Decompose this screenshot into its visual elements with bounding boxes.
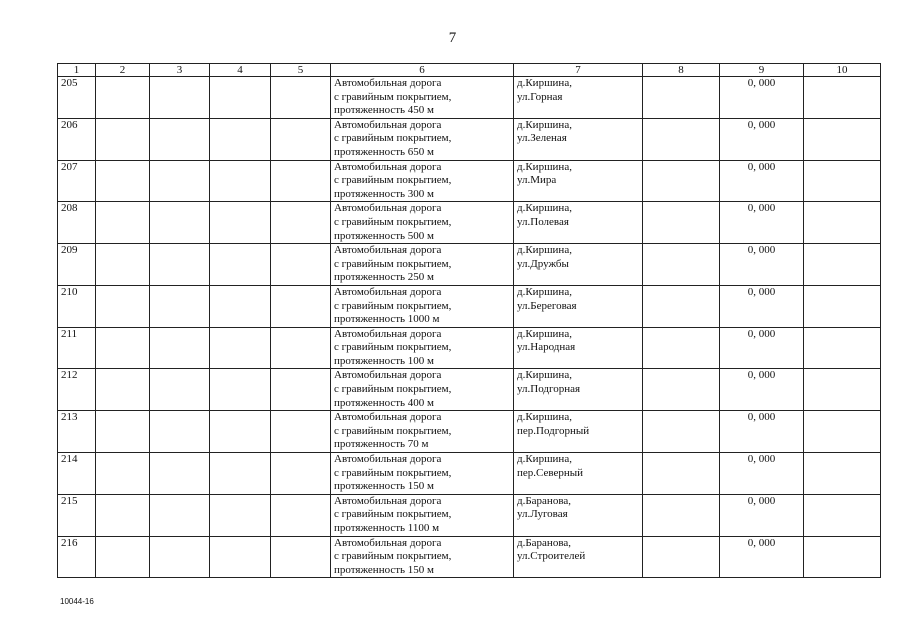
row-number-cell: 212 (58, 369, 96, 411)
description-line: Автомобильная дорога (334, 118, 442, 131)
value-cell: 0, 000 (720, 327, 804, 369)
location-cell (514, 411, 643, 453)
empty-cell (804, 244, 881, 286)
empty-cell (643, 244, 720, 286)
empty-cell (271, 285, 331, 327)
column-header: 3 (150, 64, 210, 77)
description-cell (331, 118, 514, 160)
description-line: протяженность 150 м (334, 563, 435, 576)
column-header: 8 (643, 64, 720, 77)
location-cell (514, 453, 643, 495)
empty-cell (210, 369, 271, 411)
empty-cell (804, 369, 881, 411)
location-line: д.Киршина, (517, 327, 572, 340)
location-line: д.Баранова, (517, 536, 571, 549)
empty-cell (210, 494, 271, 536)
column-header: 10 (804, 64, 881, 77)
empty-cell (271, 244, 331, 286)
location-line: д.Киршина, (517, 202, 572, 215)
empty-cell (271, 453, 331, 495)
empty-cell (643, 160, 720, 202)
empty-cell (271, 369, 331, 411)
description-line: с гравийным покрытием, (334, 90, 452, 103)
empty-cell (150, 411, 210, 453)
row-number-cell: 207 (58, 160, 96, 202)
value-cell: 0, 000 (720, 369, 804, 411)
empty-cell (804, 77, 881, 119)
empty-cell (210, 285, 271, 327)
empty-cell (96, 494, 150, 536)
table-row (58, 77, 881, 119)
value-cell: 0, 000 (720, 244, 804, 286)
location-line: ул.Горная (517, 90, 563, 103)
empty-cell (271, 202, 331, 244)
description-line: протяженность 1100 м (334, 522, 440, 534)
empty-cell (804, 285, 881, 327)
empty-cell (804, 411, 881, 453)
description-line: протяженность 70 м (334, 438, 429, 451)
empty-cell (643, 411, 720, 453)
empty-cell (271, 327, 331, 369)
description-line: с гравийным покрытием, (334, 257, 452, 270)
empty-cell (96, 453, 150, 495)
description-cell (331, 327, 514, 369)
table-body (58, 77, 881, 578)
row-number-cell: 215 (58, 494, 96, 536)
row-number-cell: 210 (58, 285, 96, 327)
location-line: ул.Луговая (517, 508, 568, 521)
description-cell (331, 536, 514, 578)
empty-cell (643, 327, 720, 369)
table-row (58, 369, 881, 411)
empty-cell (96, 77, 150, 119)
location-line: д.Киршина, (517, 453, 572, 466)
description-line: протяженность 650 м (334, 145, 435, 158)
empty-cell (271, 411, 331, 453)
description-line: Автомобильная дорога (334, 327, 442, 340)
location-line: ул.Строителей (517, 550, 586, 563)
location-cell (514, 285, 643, 327)
description-cell (331, 77, 514, 119)
empty-cell (271, 494, 331, 536)
row-number-cell: 216 (58, 536, 96, 578)
value-cell: 0, 000 (720, 285, 804, 327)
table-row (58, 202, 881, 244)
empty-cell (150, 77, 210, 119)
description-line: протяженность 150 м (334, 480, 435, 493)
empty-cell (150, 285, 210, 327)
row-number-cell: 213 (58, 411, 96, 453)
description-line: Автомобильная дорога (334, 244, 442, 257)
location-cell (514, 160, 643, 202)
table-row (58, 536, 881, 578)
location-line: ул.Мира (517, 174, 557, 187)
empty-cell (150, 202, 210, 244)
location-line: д.Баранова, (517, 494, 571, 507)
empty-cell (271, 118, 331, 160)
empty-cell (804, 118, 881, 160)
location-cell (514, 244, 643, 286)
description-line: Автомобильная дорога (334, 160, 442, 173)
empty-cell (643, 285, 720, 327)
document-code: 10044-16 (60, 597, 94, 606)
description-line: протяженность 450 м (334, 104, 435, 117)
location-cell (514, 202, 643, 244)
empty-cell (210, 118, 271, 160)
description-line: с гравийным покрытием, (334, 132, 452, 145)
empty-cell (804, 494, 881, 536)
location-line: ул.Береговая (517, 299, 577, 312)
empty-cell (804, 453, 881, 495)
description-cell (331, 453, 514, 495)
empty-cell (643, 536, 720, 578)
table-row (58, 411, 881, 453)
empty-cell (804, 327, 881, 369)
description-cell (331, 202, 514, 244)
table-row (58, 494, 881, 536)
value-cell: 0, 000 (720, 453, 804, 495)
table-row (58, 453, 881, 495)
empty-cell (150, 244, 210, 286)
empty-cell (271, 160, 331, 202)
location-line: д.Киршина, (517, 369, 572, 382)
empty-cell (804, 160, 881, 202)
empty-cell (150, 494, 210, 536)
empty-cell (96, 285, 150, 327)
empty-cell (96, 411, 150, 453)
description-cell (331, 494, 514, 536)
location-line: ул.Зеленая (517, 132, 567, 145)
location-cell (514, 494, 643, 536)
empty-cell (150, 118, 210, 160)
empty-cell (96, 244, 150, 286)
table-row (58, 285, 881, 327)
empty-cell (643, 369, 720, 411)
column-header: 1 (58, 64, 96, 77)
location-cell (514, 536, 643, 578)
column-header: 5 (271, 64, 331, 77)
description-cell (331, 369, 514, 411)
row-number-cell: 211 (58, 327, 96, 369)
empty-cell (210, 160, 271, 202)
empty-cell (804, 536, 881, 578)
description-line: с гравийным покрытием, (334, 466, 452, 479)
empty-cell (643, 453, 720, 495)
description-line: Автомобильная дорога (334, 77, 442, 89)
empty-cell (210, 77, 271, 119)
empty-cell (210, 453, 271, 495)
location-line: ул.Народная (517, 341, 576, 354)
empty-cell (643, 494, 720, 536)
column-header: 9 (720, 64, 804, 77)
description-cell (331, 244, 514, 286)
empty-cell (210, 536, 271, 578)
empty-cell (150, 453, 210, 495)
empty-cell (210, 202, 271, 244)
row-number-cell: 205 (58, 77, 96, 119)
column-header: 4 (210, 64, 271, 77)
location-cell (514, 118, 643, 160)
table-row (58, 118, 881, 160)
empty-cell (643, 202, 720, 244)
location-line: д.Киршина, (517, 285, 572, 298)
empty-cell (96, 369, 150, 411)
empty-cell (96, 202, 150, 244)
description-line: с гравийным покрытием, (334, 508, 452, 521)
description-line: с гравийным покрытием, (334, 215, 452, 228)
value-cell: 0, 000 (720, 536, 804, 578)
empty-cell (271, 536, 331, 578)
empty-cell (643, 77, 720, 119)
location-line: ул.Полевая (517, 215, 569, 228)
location-line: д.Киршина, (517, 411, 572, 424)
description-line: с гравийным покрытием, (334, 383, 452, 396)
empty-cell (150, 327, 210, 369)
value-cell: 0, 000 (720, 118, 804, 160)
location-line: пер.Подгорный (517, 424, 590, 437)
location-cell (514, 77, 643, 119)
description-line: Автомобильная дорога (334, 202, 442, 215)
description-line: протяженность 250 м (334, 271, 435, 284)
location-line: ул.Подгорная (517, 383, 581, 396)
description-line: с гравийным покрытием, (334, 174, 452, 187)
row-number-cell: 208 (58, 202, 96, 244)
registry-table (57, 63, 881, 578)
empty-cell (271, 77, 331, 119)
value-cell: 0, 000 (720, 77, 804, 119)
location-line: д.Киршина, (517, 77, 572, 89)
description-line: Автомобильная дорога (334, 285, 442, 298)
empty-cell (150, 369, 210, 411)
empty-cell (96, 327, 150, 369)
description-line: протяженность 100 м (334, 354, 435, 367)
location-line: ул.Дружбы (517, 257, 569, 270)
row-number-cell: 214 (58, 453, 96, 495)
empty-cell (643, 118, 720, 160)
description-cell (331, 411, 514, 453)
description-line: протяженность 300 м (334, 187, 435, 200)
description-line: с гравийным покрытием, (334, 550, 452, 563)
empty-cell (210, 411, 271, 453)
location-line: д.Киршина, (517, 244, 572, 257)
page-number: 7 (448, 30, 457, 46)
row-number-cell: 209 (58, 244, 96, 286)
table-row (58, 327, 881, 369)
location-line: д.Киршина, (517, 118, 572, 131)
location-line: д.Киршина, (517, 160, 572, 173)
description-line: протяженность 1000 м (334, 313, 440, 326)
column-header: 6 (331, 64, 514, 77)
empty-cell (150, 536, 210, 578)
description-cell (331, 160, 514, 202)
description-line: Автомобильная дорога (334, 453, 442, 466)
empty-cell (96, 160, 150, 202)
value-cell: 0, 000 (720, 160, 804, 202)
location-cell (514, 369, 643, 411)
column-header: 7 (514, 64, 643, 77)
description-cell (331, 285, 514, 327)
description-line: с гравийным покрытием, (334, 299, 452, 312)
table-row (58, 244, 881, 286)
column-header: 2 (96, 64, 150, 77)
location-cell (514, 327, 643, 369)
empty-cell (210, 244, 271, 286)
location-line: пер.Северный (517, 466, 584, 479)
row-number-cell: 206 (58, 118, 96, 160)
description-line: Автомобильная дорога (334, 369, 442, 382)
header-row (58, 64, 881, 77)
value-cell: 0, 000 (720, 411, 804, 453)
description-line: Автомобильная дорога (334, 411, 442, 424)
description-line: с гравийным покрытием, (334, 424, 452, 437)
description-line: протяженность 400 м (334, 396, 435, 409)
empty-cell (804, 202, 881, 244)
empty-cell (210, 327, 271, 369)
empty-cell (96, 536, 150, 578)
empty-cell (150, 160, 210, 202)
description-line: с гравийным покрытием, (334, 341, 452, 354)
description-line: протяженность 500 м (334, 229, 435, 242)
description-line: Автомобильная дорога (334, 536, 442, 549)
empty-cell (96, 118, 150, 160)
table-row (58, 160, 881, 202)
value-cell: 0, 000 (720, 494, 804, 536)
value-cell: 0, 000 (720, 202, 804, 244)
description-line: Автомобильная дорога (334, 494, 442, 507)
